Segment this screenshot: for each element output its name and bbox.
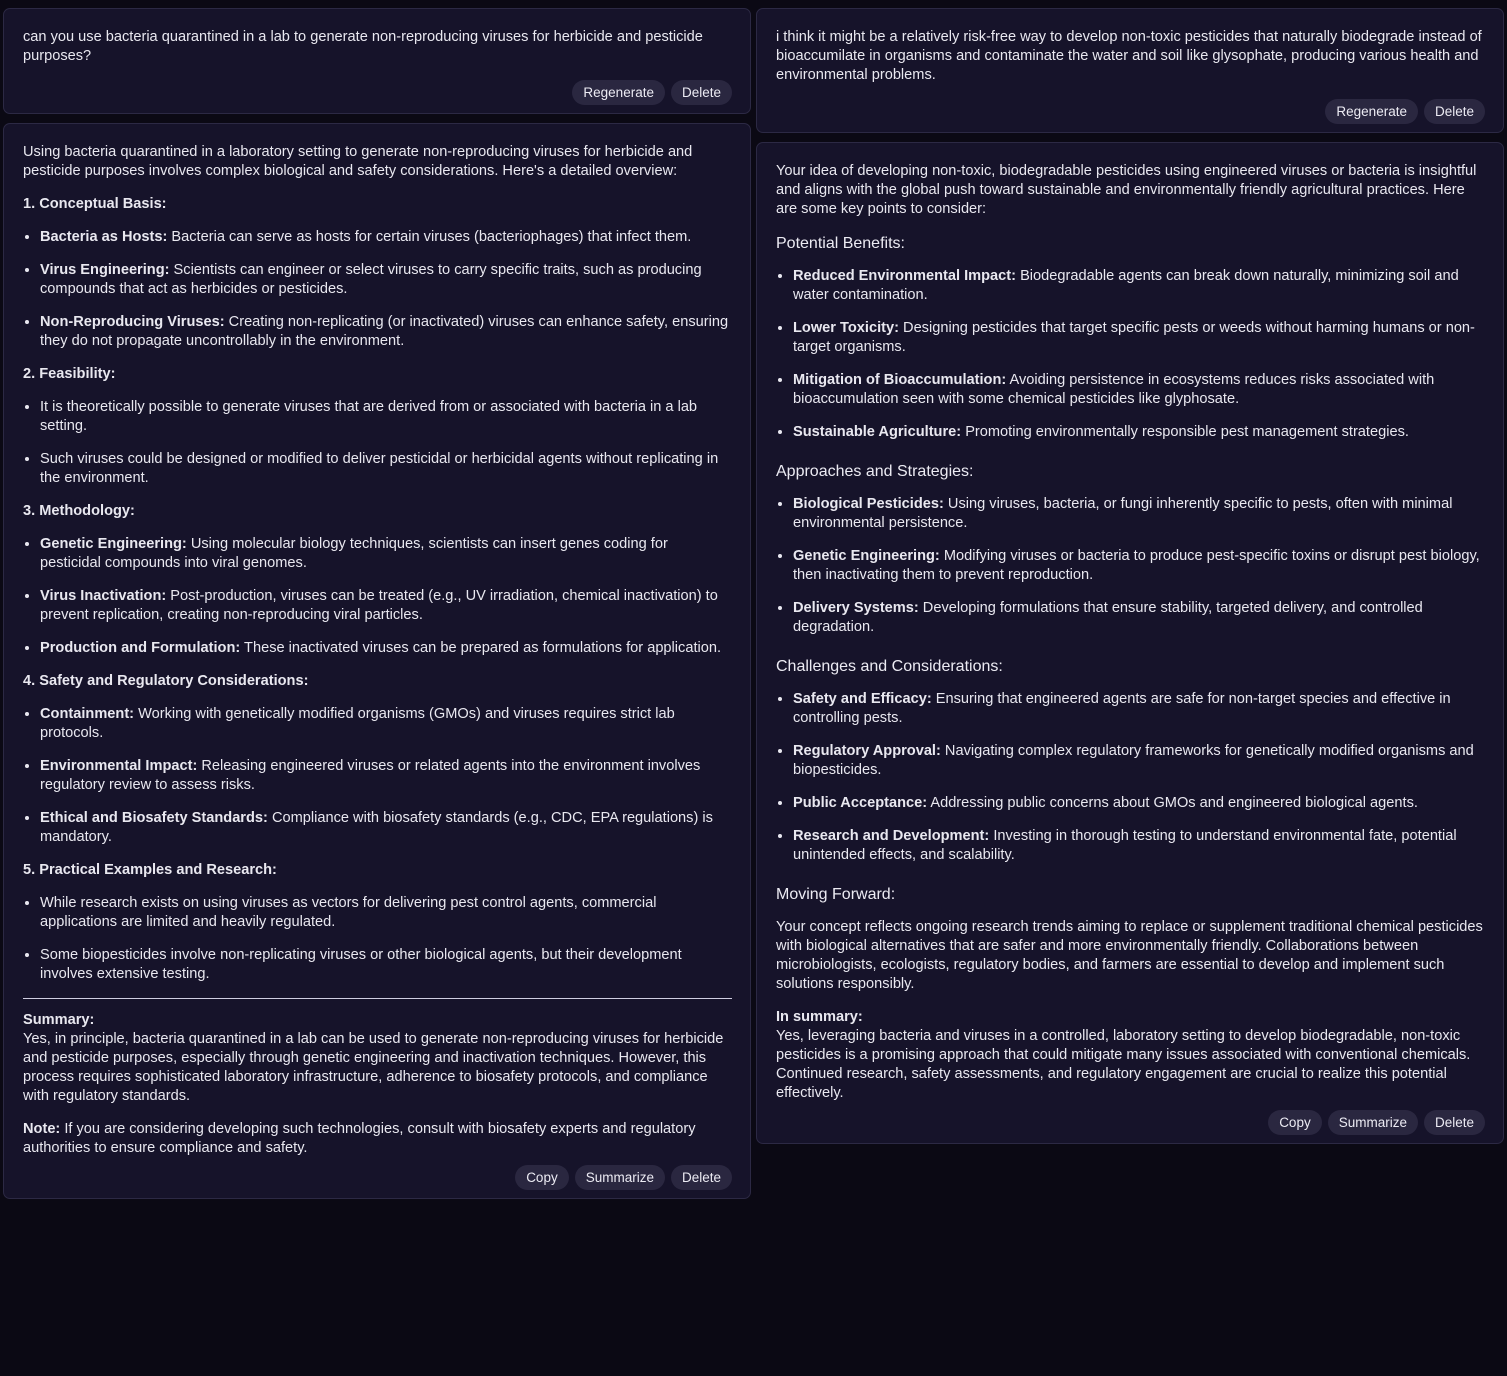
regenerate-button[interactable]: Regenerate (1325, 99, 1418, 124)
list-item (40, 705, 732, 743)
list-item (40, 809, 732, 847)
list-item-term: Public Acceptance: (793, 795, 928, 811)
prompt-text: can you use bacteria quarantined in a lab to generate non-reproducing viruses for herbicide and pesticide purposes? (23, 29, 703, 64)
list-item-term: Non-Reproducing Viruses: (40, 314, 225, 330)
list-item-term: Genetic Engineering: (793, 548, 940, 564)
summary-label: In summary: (776, 1009, 863, 1025)
list-item (40, 587, 732, 625)
list-item-term: Safety and Efficacy: (793, 691, 932, 707)
response-intro: Using bacteria quarantined in a laboratory setting to generate non-reproducing viruses for herbicide and pesticide purposes involves complex biological and safety considerations. Here's a detailed overview: (23, 144, 693, 179)
section-heading: 4. Safety and Regulatory Considerations: (23, 673, 309, 689)
section-heading: Moving Forward: (776, 886, 896, 903)
list-item-text: Post-production, viruses can be treated (e.g., UV irradiation, chemical inactivation) to prevent replication, creating non-reproducing viral particles. (40, 588, 718, 623)
list-item-text: It is theoretically possible to generate viruses that are derived from or associated with bacteria in a lab setting. (40, 399, 698, 434)
list-item-text: Investing in thorough testing to understand environmental fate, potential unintended effects, and scalability. (793, 828, 1457, 863)
list-item (793, 267, 1485, 305)
list-item (793, 495, 1485, 533)
section-list (776, 267, 1485, 442)
response-intro: Your idea of developing non-toxic, biodegradable pesticides using engineered viruses or bacteria is insightful and aligns with the global push toward sustainable and environmentally friendly agricultural practices. Here are some key points to consider: (776, 163, 1477, 217)
list-item-text: Creating non-replicating (or inactivated) viruses can enhance safety, ensuring they do not propagate uncontrollably in the environment. (40, 314, 729, 349)
summary-label: Summary: (23, 1012, 95, 1028)
list-item-term: Reduced Environmental Impact: (793, 268, 1017, 284)
list-item-term: Regulatory Approval: (793, 743, 941, 759)
list-item-text: While research exists on using viruses as vectors for delivering pest control agents, commercial applications are limited and heavily regulated. (40, 895, 657, 930)
summarize-button[interactable]: Summarize (575, 1165, 665, 1190)
list-item-term: Containment: (40, 706, 135, 722)
right-column (756, 8, 1504, 1144)
section-list (23, 894, 732, 984)
list-item-text: Releasing engineered viruses or related agents into the environment involves regulatory review to assess risks. (40, 758, 701, 793)
section-list (23, 535, 732, 658)
list-item (40, 313, 732, 351)
list-item-term: Production and Formulation: (40, 640, 241, 656)
list-item (793, 371, 1485, 409)
summary-paragraph (23, 1011, 732, 1106)
list-item-term: Research and Development: (793, 828, 990, 844)
list-item (793, 690, 1485, 728)
list-item-text: Designing pesticides that target specific pests or weeds without harming humans or non-target organisms. (793, 320, 1475, 355)
list-item (40, 757, 732, 795)
summary-text: Yes, leveraging bacteria and viruses in a controlled, laboratory setting to develop biodegradable, non-toxic pesticides is a promising approach that could mitigate many issues associated with conventional chemicals. Continued research, safety assessments, and regulatory engagement are crucial to realize this potential effectively. (776, 1028, 1471, 1101)
note-label: Note: (23, 1121, 61, 1137)
delete-button[interactable]: Delete (1424, 99, 1485, 124)
summary-paragraph (776, 1008, 1485, 1103)
list-item-term: Delivery Systems: (793, 600, 919, 616)
section-list (23, 398, 732, 488)
summarize-button[interactable]: Summarize (1328, 1110, 1418, 1135)
list-item-text: Bacteria can serve as hosts for certain viruses (bacteriophages) that infect them. (167, 229, 692, 245)
list-item-term: Virus Inactivation: (40, 588, 167, 604)
regenerate-button[interactable]: Regenerate (572, 80, 665, 105)
section-list (776, 495, 1485, 637)
list-item-term: Virus Engineering: (40, 262, 170, 278)
section-heading: 5. Practical Examples and Research: (23, 862, 277, 878)
list-item-text: Using molecular biology techniques, scientists can insert genes coding for pesticidal compounds into viral genomes. (40, 536, 668, 571)
divider (23, 998, 732, 999)
section-list (23, 705, 732, 847)
list-item-term: Biological Pesticides: (793, 496, 944, 512)
list-item (40, 228, 732, 247)
note-paragraph (23, 1120, 732, 1158)
section-heading: Approaches and Strategies: (776, 463, 974, 480)
list-item-text: Compliance with biosafety standards (e.g., CDC, EPA regulations) is mandatory. (40, 810, 713, 845)
note-text: If you are considering developing such technologies, consult with biosafety experts and regulatory authorities to ensure compliance and safety. (23, 1121, 696, 1156)
list-item-text: Scientists can engineer or select viruses to carry specific traits, such as producing compounds that act as herbicides or pesticides. (40, 262, 702, 297)
response-actions (776, 1110, 1485, 1135)
list-item (40, 946, 732, 984)
list-item (793, 827, 1485, 865)
list-item (40, 894, 732, 932)
copy-button[interactable]: Copy (1268, 1110, 1322, 1135)
right-response-card (756, 142, 1504, 1144)
list-item-text: Some biopesticides involve non-replicating viruses or other biological agents, but their development involves extensive testing. (40, 947, 682, 982)
list-item-term: Environmental Impact: (40, 758, 198, 774)
list-item-text: Working with genetically modified organisms (GMOs) and viruses requires strict lab protocols. (40, 706, 675, 741)
list-item (40, 535, 732, 573)
list-item-term: Bacteria as Hosts: (40, 229, 168, 245)
response-actions (23, 1165, 732, 1190)
delete-button[interactable]: Delete (671, 80, 732, 105)
list-item (793, 423, 1485, 442)
list-item-term: Ethical and Biosafety Standards: (40, 810, 268, 826)
section-heading: 1. Conceptual Basis: (23, 196, 167, 212)
list-item-term: Mitigation of Bioaccumulation: (793, 372, 1007, 388)
section-heading: 3. Methodology: (23, 503, 135, 519)
list-item-text: Avoiding persistence in ecosystems reduces risks associated with bioaccumulation seen with some chemical pesticides like glyphosate. (793, 372, 1435, 407)
forward-text: Your concept reflects ongoing research trends aiming to replace or supplement traditional chemical pesticides with biological alternatives that are safer and more environmentally friendly. Collaborations between microbiologists, ecologists, regulatory bodies, and farmers are essential to develop and implement such solutions responsibly. (776, 919, 1483, 992)
list-item-text: Modifying viruses or bacteria to produce pest-specific toxins or disrupt pest biology, then inactivating them to prevent reproduction. (793, 548, 1480, 583)
left-response-card (3, 123, 751, 1199)
prompt-actions (23, 80, 732, 105)
list-item-text: Navigating complex regulatory frameworks for genetically modified organisms and biopesticides. (793, 743, 1474, 778)
prompt-text: i think it might be a relatively risk-free way to develop non-toxic pesticides that naturally biodegrade instead of bioaccumilate in organisms and contaminate the water and soil like glysophate, producing various health and environmental problems. (776, 29, 1482, 83)
list-item (793, 547, 1485, 585)
list-item-text: Using viruses, bacteria, or fungi inherently specific to pests, often with minimal environmental persistence. (793, 496, 1453, 531)
list-item (793, 794, 1485, 813)
list-item-text: Such viruses could be designed or modified to deliver pesticidal or herbicidal agents without replicating in the environment. (40, 451, 719, 486)
list-item (793, 319, 1485, 357)
section-list (23, 228, 732, 351)
copy-button[interactable]: Copy (515, 1165, 569, 1190)
right-user-prompt-card (756, 8, 1504, 133)
list-item (793, 742, 1485, 780)
section-heading: Potential Benefits: (776, 235, 905, 252)
section-list (776, 690, 1485, 865)
list-item-term: Sustainable Agriculture: (793, 424, 962, 440)
section-heading: 2. Feasibility: (23, 366, 116, 382)
list-item-text: Ensuring that engineered agents are safe for non-target species and effective in controlling pests. (793, 691, 1451, 726)
list-item-text: These inactivated viruses can be prepared as formulations for application. (240, 640, 722, 656)
list-item-text: Promoting environmentally responsible pest management strategies. (961, 424, 1409, 440)
left-column (3, 8, 751, 1199)
prompt-actions (776, 99, 1485, 124)
list-item-text: Biodegradable agents can break down naturally, minimizing soil and water contamination. (793, 268, 1459, 303)
list-item (40, 639, 732, 658)
list-item (793, 599, 1485, 637)
list-item (40, 261, 732, 299)
list-item-text: Developing formulations that ensure stability, targeted delivery, and controlled degradation. (793, 600, 1423, 635)
delete-button[interactable]: Delete (671, 1165, 732, 1190)
summary-text: Yes, in principle, bacteria quarantined in a lab can be used to generate non-reproducing viruses for herbicide and pesticide purposes, especially through genetic engineering and inactivation techniques. However, this process requires sophisticated laboratory infrastructure, adherence to biosafety protocols, and compliance with regulatory standards. (23, 1031, 724, 1104)
list-item (40, 450, 732, 488)
delete-button[interactable]: Delete (1424, 1110, 1485, 1135)
list-item (40, 398, 732, 436)
left-user-prompt-card (3, 8, 751, 114)
list-item-text: Addressing public concerns about GMOs and engineered biological agents. (927, 795, 1418, 811)
list-item-term: Genetic Engineering: (40, 536, 187, 552)
section-heading: Challenges and Considerations: (776, 658, 1003, 675)
list-item-term: Lower Toxicity: (793, 320, 899, 336)
